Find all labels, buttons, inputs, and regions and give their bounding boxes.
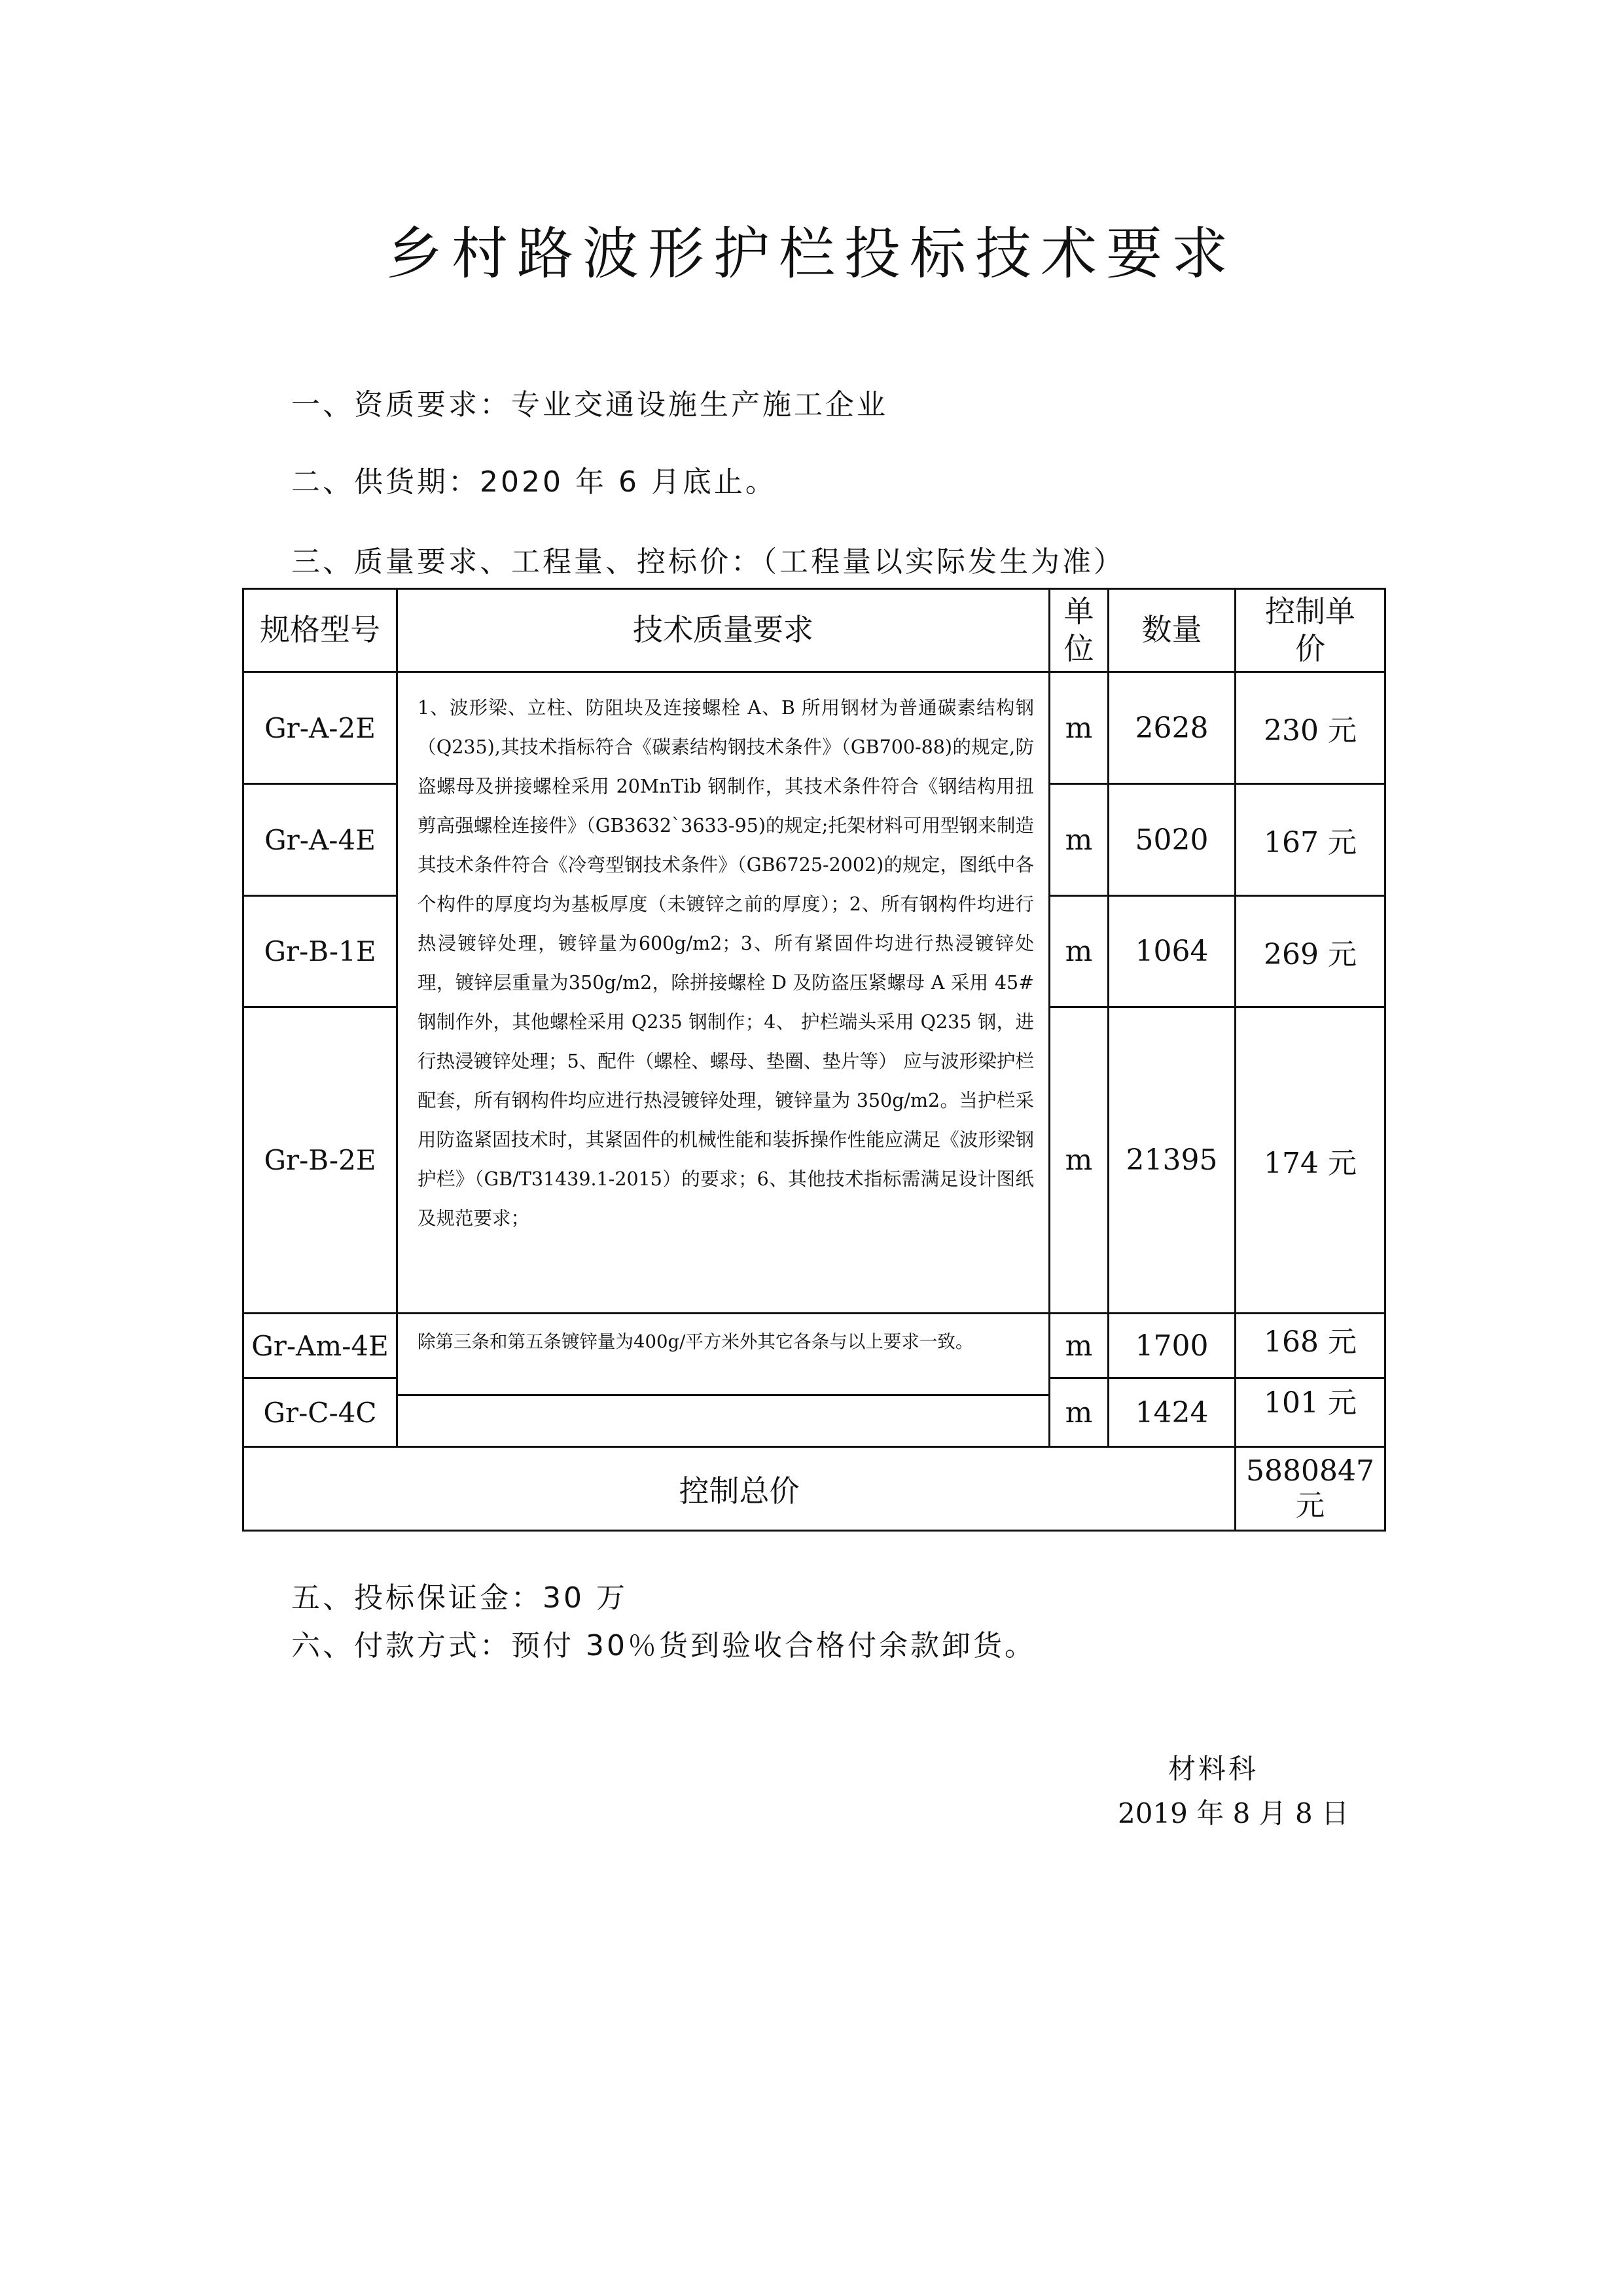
table-row-spec: Gr-A-4E [242,783,398,897]
header-unit [1048,588,1109,673]
payment-terms: 六、付款方式：预付 30％货到验收合格付余款卸货。 [291,1629,1036,1662]
total-value [1234,1446,1386,1532]
table-row-qty: 1700 [1107,1312,1236,1379]
table-row-qty: 2628 [1107,671,1236,785]
tech-requirements-2: 除第三条和第五条镀锌量为400g/平方米外其它各条与以上要求一致。 [396,1312,1050,1448]
total-value-amount: 5880847 [1246,1454,1374,1488]
page-title: 乡村路波形护栏投标技术要求 [386,221,1237,287]
table-row-spec: Gr-A-2E [242,671,398,785]
table-row-qty: 1064 [1107,895,1236,1008]
header-spec: 规格型号 [242,588,398,673]
table-row-unit: m [1048,895,1109,1008]
header-tech: 技术质量要求 [396,588,1050,673]
signoff-department: 材料科 [1168,1753,1259,1785]
table-row-spec: Gr-B-1E [242,895,398,1008]
table-row-price: 167 元 [1234,783,1386,897]
tech-requirements: 1、波形梁、立柱、防阻块及连接螺栓 A、B 所用钢材为普通碳素结构钢（Q235),其技术指标符合《碳素结构钢技术条件》（GB700-88)的规定,防盗螺母及拼接螺栓采用 20MnTib 钢制作，其技术条件符合《钢结构用扭剪高强螺栓连接件》（GB3632`3633-95)的规定;托架材料可用型钢来制造其技术条件符合《冷弯型钢技术条件》（GB6725-2002)的规定，图纸中各个构件的厚度均为基板厚度（未镀锌之前的厚度）；2、所有钢构件均进行热浸镀锌处理，镀锌量为600g/m2；3、所有紧固件均进行热浸镀锌处理，镀锌层重量为350g/m2，除拼接螺栓 D 及防盗压紧螺母 A 采用 45#钢制作外，其他螺栓采用 Q235 钢制作；4、 护栏端头采用 Q235 钢，进行热浸镀锌处理；5、配件（螺栓、螺母、垫圈、垫片等） 应与波形梁护栏配套，所有钢构件均应进行热浸镀锌处理，镀锌量为 350g/m2。当护栏采用防盗紧固技术时，其紧固件的机械性能和装拆操作性能应满足《波形梁钢护栏》（GB/T31439.1-2015）的要求；6、其他技术指标需满足设计图纸及规范要求； [396,671,1050,1396]
header-price-line1: 控制单 [1265,593,1355,629]
total-value-unit: 元 [1296,1488,1325,1522]
header-qty: 数量 [1107,588,1236,673]
table-row-spec: Gr-B-2E [242,1006,398,1314]
header-unit-line1: 单 [1063,593,1094,629]
table-row-price: 230 元 [1234,671,1386,785]
bid-deposit: 五、投标保证金：30 万 [291,1581,628,1615]
table-row-price: 269 元 [1234,895,1386,1008]
table-row-unit: m [1048,1377,1109,1448]
header-unit-line2: 位 [1063,631,1094,666]
total-label: 控制总价 [242,1446,1236,1532]
table-row-price: 101 元 [1234,1377,1386,1448]
header-price-line2: 价 [1295,631,1325,666]
table-row-qty: 1424 [1107,1377,1236,1448]
table-row-unit: m [1048,1312,1109,1379]
header-price [1234,588,1386,673]
table-row-spec: Gr-Am-4E [242,1312,398,1379]
table-row-unit: m [1048,671,1109,785]
table-row-unit: m [1048,783,1109,897]
table-row-unit: m [1048,1006,1109,1314]
table-row-price: 174 元 [1234,1006,1386,1314]
table-row-qty: 21395 [1107,1006,1236,1314]
table-row-qty: 5020 [1107,783,1236,897]
table-row-spec: Gr-C-4C [242,1377,398,1448]
qualification-requirement: 一、资质要求：专业交通设施生产施工企业 [291,388,888,422]
quality-heading: 三、质量要求、工程量、控标价：（工程量以实际发生为准） [291,545,1125,579]
signoff-date: 2019 年 8 月 8 日 [1118,1797,1349,1829]
requirements-table [242,588,1386,1532]
delivery-period: 二、供货期：2020 年 6 月底止。 [291,465,777,499]
table-row-price: 168 元 [1234,1312,1386,1379]
